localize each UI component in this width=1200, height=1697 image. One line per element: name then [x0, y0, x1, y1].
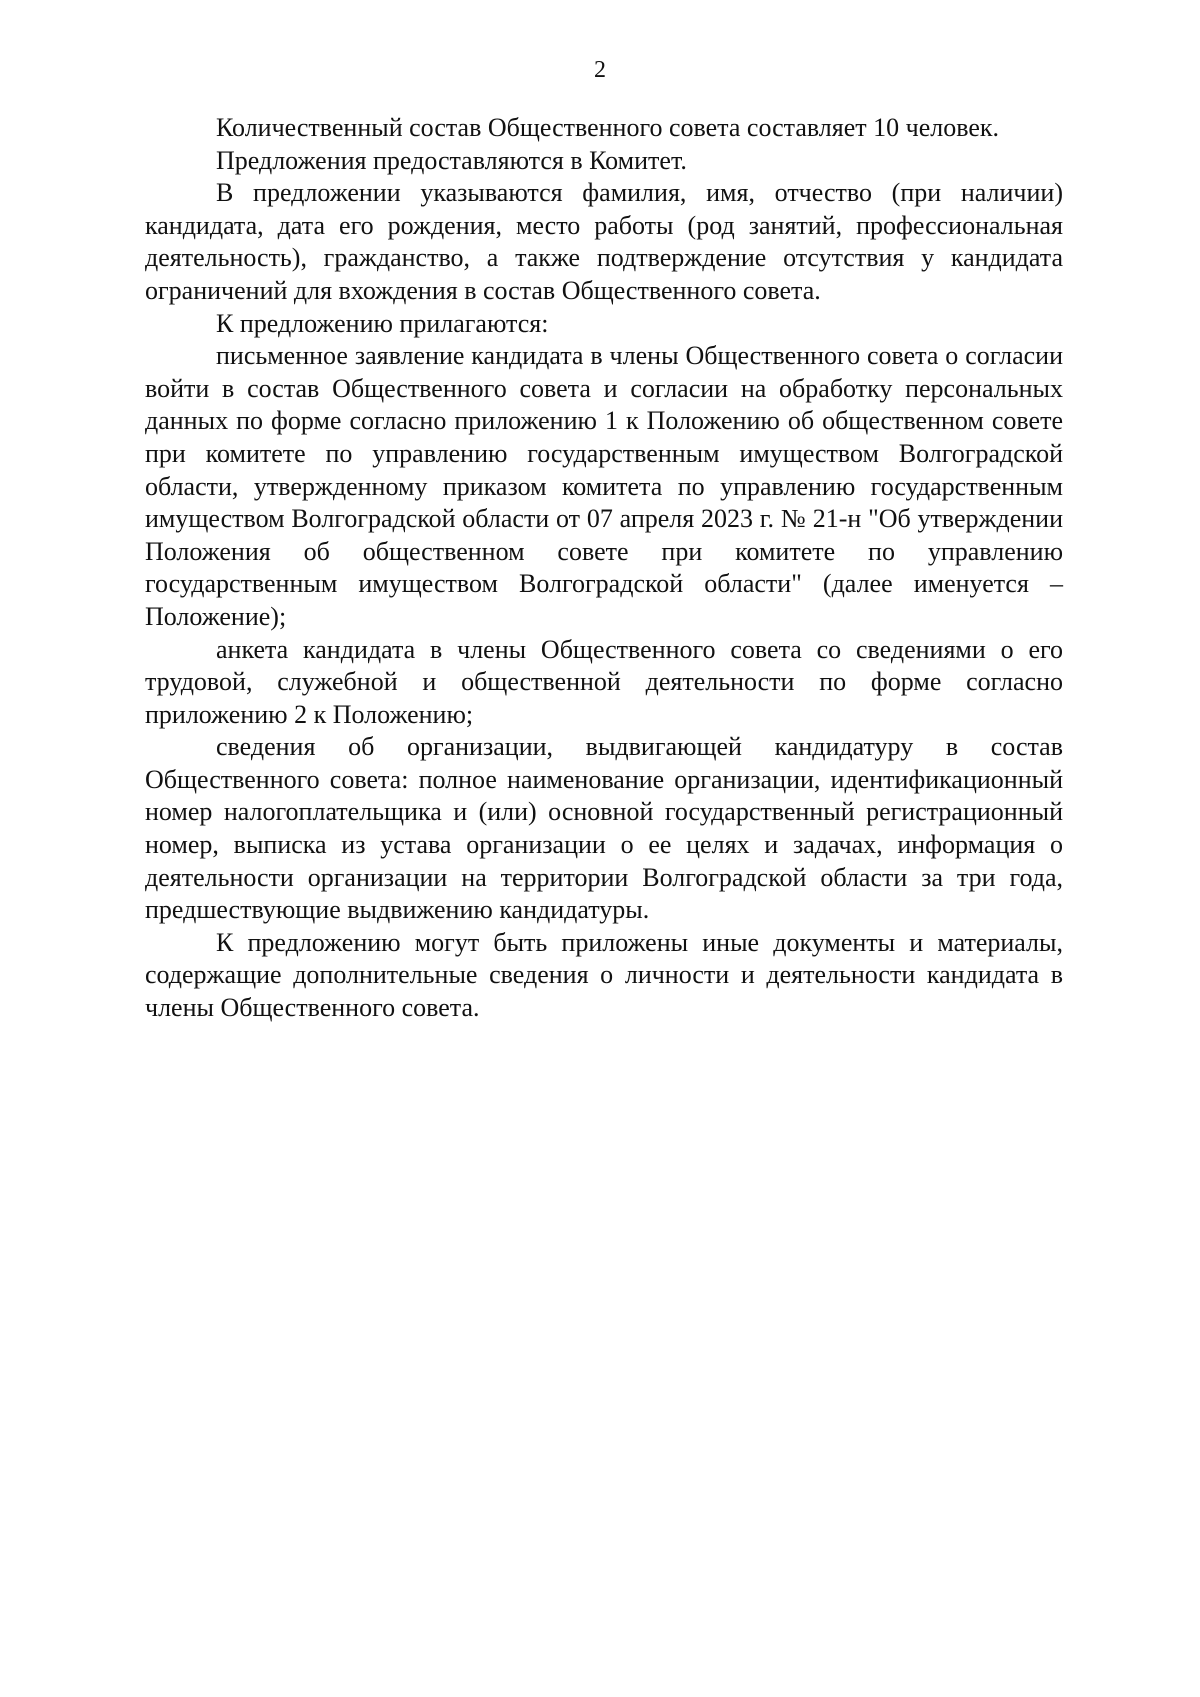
- page-number: 2: [594, 57, 606, 83]
- paragraph-proposal-contents: В предложении указываются фамилия, имя, отчество (при наличии) кандидата, дата его рождения, место работы (род занятий, профессиональная деятельность), гражданство, а также подтверждение отсутствия у кандидата ограничений для вхождения в состав Общественного совета.: [145, 178, 1063, 305]
- paragraph-council-size: Количественный состав Общественного совета составляет 10 человек.: [216, 113, 1000, 142]
- paragraph-attachments-heading: К предложению прилагаются:: [216, 308, 549, 338]
- paragraph-candidate-questionnaire: анкета кандидата в члены Общественного совета со сведениями о его трудовой, служебной и общественной деятельности по форме согласно приложению 2 к Положению;: [145, 634, 1063, 729]
- paragraph-written-application: письменное заявление кандидата в члены Общественного совета о согласии войти в состав Общественного совета и согласии на обработку персональных данных по форме согласно приложению 1 к Положению об общественном совете при комитете по управлению государственным имуществом Волгоградской области, утвержденному приказом комитета по управлению государственным имуществом Волгоградской области от 07 апреля 2023 г. № 21-н "Об утверждении Положения об общественном совете при комитете по управлению государственным имуществом Волгоградской области" (далее именуется – Положение);: [145, 341, 1063, 631]
- document-body: [145, 112, 1063, 1025]
- paragraph-submission: Предложения предоставляются в Комитет.: [216, 145, 687, 175]
- paragraph-additional-documents: К предложению могут быть приложены иные документы и материалы, содержащие дополнительные сведения о личности и деятельности кандидата в члены Общественного совета.: [145, 927, 1063, 1023]
- paragraph-organization-information: сведения об организации, выдвигающей кандидатуру в состав Общественного совета: полное наименование организации, идентификационный номер налогоплательщика и (или) основной государственный регистрационный номер, выписка из устава организации о ее целях и задачах, информация о деятельности организации на территории Волгоградской области за три года, предшествующие выдвижению кандидатуры.: [145, 732, 1063, 925]
